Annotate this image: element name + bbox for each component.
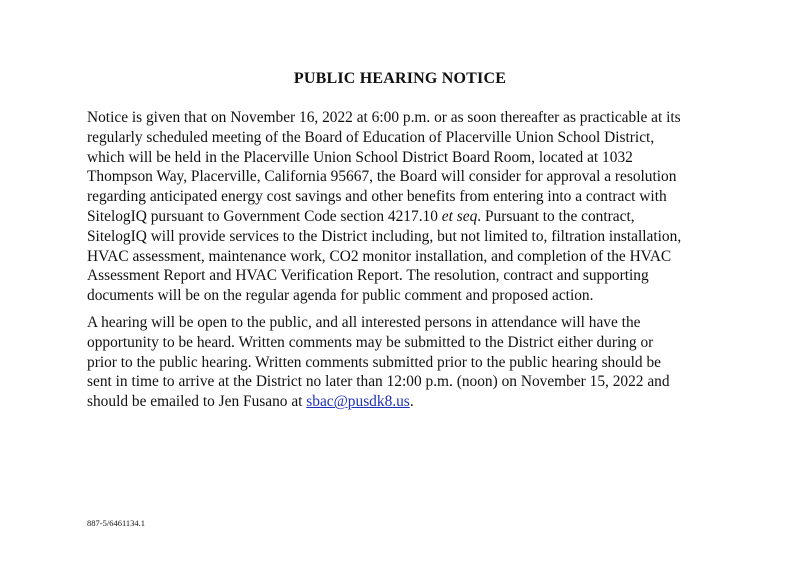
paragraph-line: HVAC assessment, maintenance work, CO2 monitor installation, and completion of the HVAC <box>87 247 672 265</box>
paragraph-line: A hearing will be open to the public, and all interested persons in attendance will have the <box>87 314 641 331</box>
paragraph-line: regularly scheduled meeting of the Board of Education of Placerville Union School District, <box>87 128 655 146</box>
paragraph-line <box>87 392 727 412</box>
paragraph-line: opportunity to be heard. Written comments may be submitted to the District either during or <box>87 333 654 351</box>
paragraph-line: which will be held in the Placerville Union School District Board Room, located at 1032 <box>87 148 633 166</box>
paragraph-line: prior to the public hearing. Written comments submitted prior to the public hearing should be <box>87 353 661 371</box>
paragraph-line: Assessment Report and HVAC Verification Report. The resolution, contract and supporting <box>87 267 649 285</box>
paragraph-text: should be emailed to Jen Fusano at <box>87 393 307 411</box>
page-title: PUBLIC HEARING NOTICE <box>293 70 507 87</box>
paragraph-line: sent in time to arrive at the District no later than 12:00 p.m. (noon) on November 15, 2022 and <box>87 373 670 391</box>
paragraph-text: . Pursuant to the contract, <box>477 207 635 225</box>
notice-paragraph-1 <box>87 108 727 306</box>
paragraph-line: regarding anticipated energy cost savings and other benefits from entering into a contract with <box>87 188 667 206</box>
paragraph-line: Notice is given that on November 16, 2022 at 6:00 p.m. or as soon thereafter as practicable at its <box>87 109 681 126</box>
document-id: 887-5/6461134.1 <box>87 518 146 528</box>
et-seq-italic: et seq <box>441 207 478 225</box>
paragraph-line: Thompson Way, Placerville, California 95667, the Board will consider for approval a resolution <box>87 168 677 186</box>
paragraph-line: documents will be on the regular agenda for public comment and proposed action. <box>87 287 594 305</box>
email-link[interactable]: sbac@pusdk8.us <box>306 393 410 411</box>
paragraph-line: SitelogIQ will provide services to the District including, but not limited to, filtration installation, <box>87 227 682 245</box>
paragraph-line <box>87 207 727 227</box>
notice-paragraph-2 <box>87 313 727 412</box>
paragraph-text: SitelogIQ pursuant to Government Code section 4217.10 <box>87 207 442 225</box>
paragraph-text: . <box>409 393 414 411</box>
